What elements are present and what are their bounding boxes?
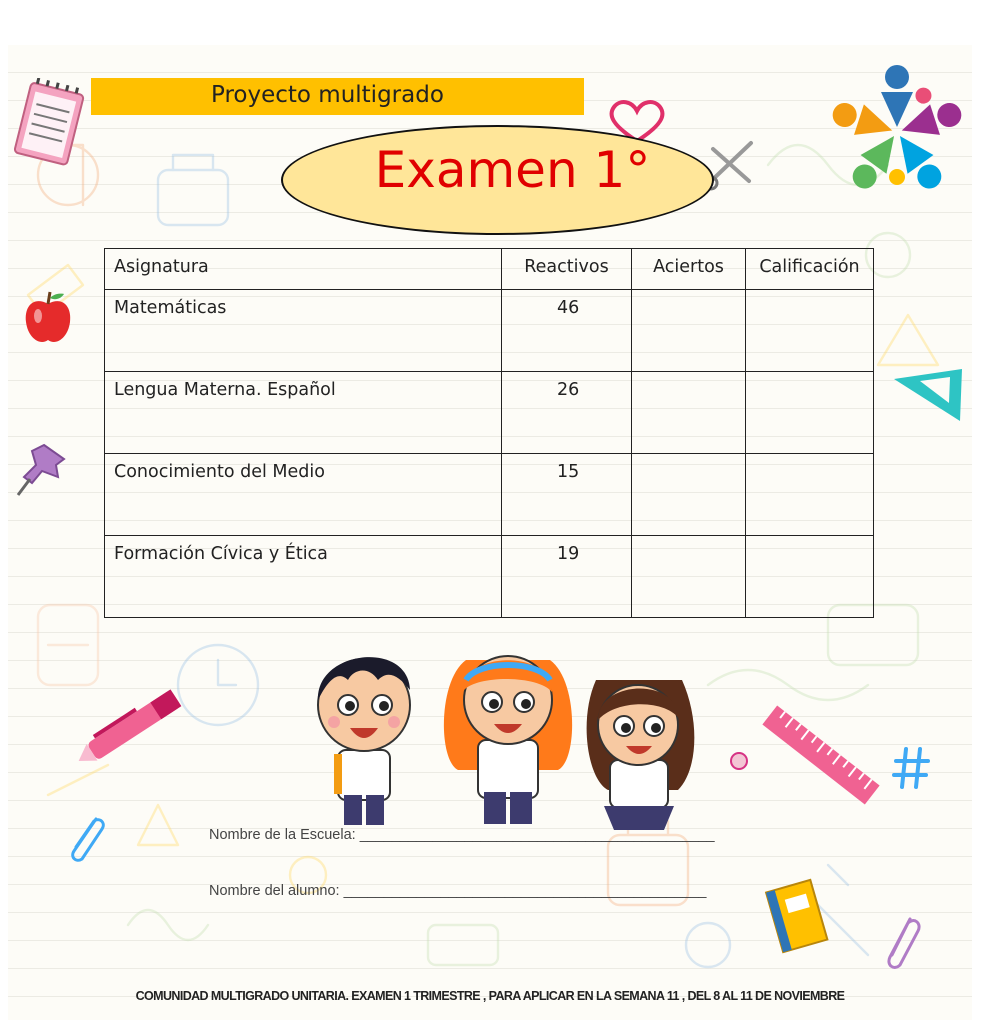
table-row bbox=[105, 536, 874, 618]
student-name-field[interactable] bbox=[209, 883, 707, 899]
title-ellipse bbox=[281, 125, 714, 235]
correct-cell[interactable] bbox=[632, 454, 746, 536]
column-header-correct: Aciertos bbox=[632, 249, 746, 290]
push-pin-icon bbox=[14, 437, 72, 499]
grades-table bbox=[104, 248, 874, 618]
school-name-line[interactable]: ____________________________________________ bbox=[359, 827, 715, 843]
notebook-icon bbox=[14, 78, 86, 170]
subject-cell: Matemáticas bbox=[105, 290, 502, 372]
girl-orange-hair-figure bbox=[444, 656, 572, 824]
banner-text: Proyecto multigrado bbox=[211, 82, 444, 108]
pen-icon bbox=[64, 675, 204, 775]
table-row bbox=[105, 372, 874, 454]
grade-cell[interactable] bbox=[746, 536, 874, 618]
girl-brown-hair-figure bbox=[587, 680, 695, 830]
column-header-grade: Calificación bbox=[746, 249, 874, 290]
school-name-field[interactable] bbox=[209, 827, 715, 843]
items-cell: 26 bbox=[502, 372, 632, 454]
grade-cell[interactable] bbox=[746, 454, 874, 536]
items-cell: 19 bbox=[502, 536, 632, 618]
student-name-label: Nombre del alumno: bbox=[209, 883, 340, 899]
student-name-line[interactable]: _____________________________________________ bbox=[343, 883, 707, 899]
table-row bbox=[105, 454, 874, 536]
footer-note: COMUNIDAD MULTIGRADO UNITARIA. EXAMEN 1 TRIMESTRE , PARA APLICAR EN LA SEMANA 11 , DEL 8 AL 11 DE NOVIEMBRE bbox=[135, 989, 845, 1003]
column-header-items: Reactivos bbox=[502, 249, 632, 290]
school-name-label: Nombre de la Escuela: bbox=[209, 827, 356, 843]
set-square-icon bbox=[890, 365, 966, 425]
boy-figure bbox=[318, 657, 410, 825]
subject-cell: Formación Cívica y Ética bbox=[105, 536, 502, 618]
hashtag-icon bbox=[892, 745, 932, 791]
book-icon bbox=[760, 877, 834, 957]
table-row bbox=[105, 290, 874, 372]
exam-cover-sheet bbox=[8, 45, 972, 1020]
grade-cell[interactable] bbox=[746, 372, 874, 454]
correct-cell[interactable] bbox=[632, 536, 746, 618]
eraser-icon bbox=[728, 750, 750, 772]
items-cell: 46 bbox=[502, 290, 632, 372]
correct-cell[interactable] bbox=[632, 290, 746, 372]
exam-title: Examen 1° bbox=[374, 141, 651, 199]
subject-cell: Lengua Materna. Español bbox=[105, 372, 502, 454]
items-cell: 15 bbox=[502, 454, 632, 536]
grade-cell[interactable] bbox=[746, 290, 874, 372]
ruler-icon bbox=[756, 695, 886, 815]
column-header-subject: Asignatura bbox=[105, 249, 502, 290]
project-banner bbox=[91, 78, 584, 115]
paperclip-icon bbox=[880, 913, 924, 977]
correct-cell[interactable] bbox=[632, 372, 746, 454]
paperclip-icon bbox=[64, 813, 110, 869]
subject-cell: Conocimiento del Medio bbox=[105, 454, 502, 536]
students-illustration bbox=[298, 620, 718, 830]
table-header-row bbox=[105, 249, 874, 290]
people-star-logo-icon bbox=[822, 57, 972, 207]
apple-icon bbox=[20, 290, 76, 348]
